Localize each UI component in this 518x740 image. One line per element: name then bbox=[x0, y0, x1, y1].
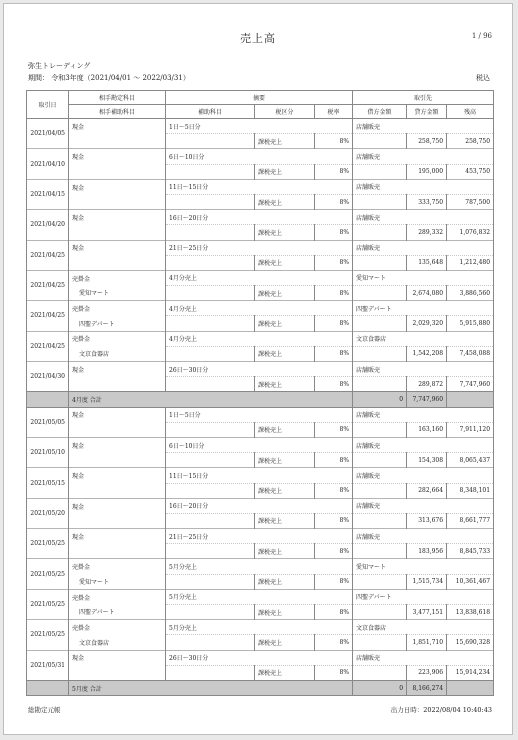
entry-debit bbox=[353, 605, 407, 620]
entry-balance: 258,750 bbox=[447, 134, 494, 149]
entry-partner: 店舗販売 bbox=[353, 362, 494, 377]
entry-sub-account: 四聖デパート bbox=[69, 605, 166, 620]
entry-sub-account bbox=[69, 422, 166, 437]
table-row bbox=[27, 407, 494, 422]
entry-date: 2021/05/31 bbox=[27, 650, 69, 680]
entry-balance: 7,911,120 bbox=[447, 422, 494, 437]
table-row bbox=[27, 240, 494, 255]
entry-account: 現金 bbox=[69, 119, 166, 134]
entry-account: 売掛金 bbox=[69, 270, 166, 285]
entry-balance: 8,348,101 bbox=[447, 483, 494, 498]
entry-tax-class: 課税売上 bbox=[255, 422, 315, 437]
entry-tax-rate: 8% bbox=[315, 316, 353, 331]
entry-credit: 282,664 bbox=[407, 483, 447, 498]
table-row-detail bbox=[27, 635, 494, 650]
entry-summary: 16日～20日分 bbox=[166, 210, 353, 225]
tax-mode-label: 税込 bbox=[476, 74, 490, 82]
entry-partner: 店舗販売 bbox=[353, 149, 494, 164]
entry-partner: 店舗販売 bbox=[353, 437, 494, 452]
entry-partner: 店舗販売 bbox=[353, 240, 494, 255]
entry-tax-rate: 8% bbox=[315, 574, 353, 589]
entry-tax-class: 課税売上 bbox=[255, 255, 315, 270]
entry-aux-account bbox=[166, 483, 255, 498]
entry-aux-account bbox=[166, 635, 255, 650]
entry-summary: 1日～5日分 bbox=[166, 119, 353, 134]
entry-debit bbox=[353, 635, 407, 650]
entry-aux-account bbox=[166, 513, 255, 528]
entry-summary: 11日～15日分 bbox=[166, 468, 353, 483]
table-row-detail bbox=[27, 605, 494, 620]
entry-summary: 6日～10日分 bbox=[166, 149, 353, 164]
entry-aux-account bbox=[166, 286, 255, 301]
table-row-detail bbox=[27, 483, 494, 498]
entry-debit bbox=[353, 164, 407, 179]
entry-tax-class: 課税売上 bbox=[255, 346, 315, 361]
table-row bbox=[27, 301, 494, 316]
entry-tax-rate: 8% bbox=[315, 134, 353, 149]
table-row-detail bbox=[27, 574, 494, 589]
header-debit: 借方金額 bbox=[353, 105, 407, 119]
entry-sub-account bbox=[69, 513, 166, 528]
entry-account: 現金 bbox=[69, 529, 166, 544]
entry-tax-class: 課税売上 bbox=[255, 225, 315, 240]
page-number: 1 / 96 bbox=[471, 32, 492, 40]
entry-aux-account bbox=[166, 316, 255, 331]
entry-debit bbox=[353, 665, 407, 680]
entry-credit: 195,000 bbox=[407, 164, 447, 179]
entry-credit: 333,750 bbox=[407, 194, 447, 209]
entry-tax-class: 課税売上 bbox=[255, 377, 315, 392]
entry-summary: 4月分売上 bbox=[166, 301, 353, 316]
entry-tax-class: 課税売上 bbox=[255, 665, 315, 680]
entry-summary: 26日～30日分 bbox=[166, 650, 353, 665]
entry-balance: 1,212,480 bbox=[447, 255, 494, 270]
entry-debit bbox=[353, 134, 407, 149]
entry-account: 売掛金 bbox=[69, 620, 166, 635]
header-date: 取引日 bbox=[27, 91, 69, 119]
header-tax-rate: 税率 bbox=[315, 105, 353, 119]
subtotal-credit: 7,747,960 bbox=[407, 392, 447, 407]
subtotal-credit: 8,166,274 bbox=[407, 680, 447, 695]
entry-date: 2021/05/10 bbox=[27, 437, 69, 467]
entry-partner: 四聖デパート bbox=[353, 301, 494, 316]
entry-sub-account bbox=[69, 164, 166, 179]
entry-debit bbox=[353, 255, 407, 270]
entry-account: 現金 bbox=[69, 437, 166, 452]
entry-tax-rate: 8% bbox=[315, 377, 353, 392]
table-row bbox=[27, 210, 494, 225]
header-balance: 残高 bbox=[447, 105, 494, 119]
subtotal-row bbox=[27, 680, 494, 695]
entry-balance: 5,915,880 bbox=[447, 316, 494, 331]
entry-sub-account bbox=[69, 483, 166, 498]
entry-partner: 店舗販売 bbox=[353, 119, 494, 134]
entry-aux-account bbox=[166, 194, 255, 209]
entry-tax-rate: 8% bbox=[315, 635, 353, 650]
entry-balance: 8,661,777 bbox=[447, 513, 494, 528]
entry-aux-account bbox=[166, 134, 255, 149]
entry-partner: 愛知マート bbox=[353, 270, 494, 285]
header-summary: 摘要 bbox=[166, 91, 353, 105]
entry-balance: 15,690,328 bbox=[447, 635, 494, 650]
entry-account: 現金 bbox=[69, 407, 166, 422]
entry-tax-class: 課税売上 bbox=[255, 286, 315, 301]
entry-tax-class: 課税売上 bbox=[255, 544, 315, 559]
entry-account: 現金 bbox=[69, 650, 166, 665]
entry-tax-rate: 8% bbox=[315, 483, 353, 498]
entry-sub-account: 愛知マート bbox=[69, 286, 166, 301]
entry-tax-class: 課税売上 bbox=[255, 194, 315, 209]
entry-summary: 5月分売上 bbox=[166, 620, 353, 635]
entry-tax-class: 課税売上 bbox=[255, 635, 315, 650]
entry-balance: 15,914,234 bbox=[447, 665, 494, 680]
entry-sub-account: 四聖デパート bbox=[69, 316, 166, 331]
table-row-detail bbox=[27, 194, 494, 209]
table-row bbox=[27, 331, 494, 346]
entry-summary: 4月分売上 bbox=[166, 270, 353, 285]
table-row-detail bbox=[27, 255, 494, 270]
table-row-detail bbox=[27, 164, 494, 179]
subtotal-debit: 0 bbox=[353, 680, 407, 695]
entry-account: 売掛金 bbox=[69, 559, 166, 574]
entry-account: 現金 bbox=[69, 468, 166, 483]
entry-credit: 223,906 bbox=[407, 665, 447, 680]
table-row bbox=[27, 119, 494, 134]
entry-debit bbox=[353, 453, 407, 468]
entry-tax-rate: 8% bbox=[315, 286, 353, 301]
entry-debit bbox=[353, 194, 407, 209]
entry-account: 売掛金 bbox=[69, 301, 166, 316]
entry-sub-account bbox=[69, 665, 166, 680]
entry-tax-class: 課税売上 bbox=[255, 483, 315, 498]
entry-sub-account bbox=[69, 134, 166, 149]
entry-balance: 787,500 bbox=[447, 194, 494, 209]
entry-aux-account bbox=[166, 164, 255, 179]
entry-debit bbox=[353, 346, 407, 361]
table-row bbox=[27, 468, 494, 483]
entry-credit: 1,851,710 bbox=[407, 635, 447, 650]
entry-balance: 7,747,960 bbox=[447, 377, 494, 392]
entry-tax-rate: 8% bbox=[315, 346, 353, 361]
entry-tax-rate: 8% bbox=[315, 453, 353, 468]
entry-tax-class: 課税売上 bbox=[255, 453, 315, 468]
entry-aux-account bbox=[166, 665, 255, 680]
table-row-detail bbox=[27, 134, 494, 149]
entry-summary: 4月分売上 bbox=[166, 331, 353, 346]
table-row bbox=[27, 650, 494, 665]
table-row-detail bbox=[27, 422, 494, 437]
subtotal-label: 5月度 合計 bbox=[69, 680, 353, 695]
entry-tax-rate: 8% bbox=[315, 164, 353, 179]
entry-summary: 21日～25日分 bbox=[166, 529, 353, 544]
table-row-detail bbox=[27, 225, 494, 240]
entry-balance: 8,845,733 bbox=[447, 544, 494, 559]
entry-partner: 店舗販売 bbox=[353, 498, 494, 513]
entry-aux-account bbox=[166, 574, 255, 589]
entry-partner: 愛知マート bbox=[353, 559, 494, 574]
entry-tax-rate: 8% bbox=[315, 605, 353, 620]
entry-date: 2021/05/25 bbox=[27, 559, 69, 589]
entry-sub-account bbox=[69, 255, 166, 270]
fiscal-period: 期間： 令和3年度（2021/04/01 ～ 2022/03/31） bbox=[28, 74, 190, 82]
entry-credit: 2,029,320 bbox=[407, 316, 447, 331]
entry-aux-account bbox=[166, 346, 255, 361]
entry-balance: 1,076,832 bbox=[447, 225, 494, 240]
table-row-detail bbox=[27, 286, 494, 301]
entry-summary: 26日～30日分 bbox=[166, 362, 353, 377]
entry-credit: 313,676 bbox=[407, 513, 447, 528]
entry-tax-class: 課税売上 bbox=[255, 164, 315, 179]
table-row bbox=[27, 559, 494, 574]
entry-account: 現金 bbox=[69, 240, 166, 255]
entry-date: 2021/04/05 bbox=[27, 119, 69, 149]
entry-date: 2021/05/25 bbox=[27, 620, 69, 650]
entry-aux-account bbox=[166, 605, 255, 620]
entry-credit: 154,308 bbox=[407, 453, 447, 468]
table-row-detail bbox=[27, 377, 494, 392]
entry-balance: 453,750 bbox=[447, 164, 494, 179]
table-row bbox=[27, 149, 494, 164]
entry-partner: 店舗販売 bbox=[353, 650, 494, 665]
table-row bbox=[27, 179, 494, 194]
entry-partner: 店舗販売 bbox=[353, 468, 494, 483]
entry-debit bbox=[353, 513, 407, 528]
subtotal-date-cell bbox=[27, 680, 69, 695]
entry-aux-account bbox=[166, 422, 255, 437]
entry-sub-account bbox=[69, 194, 166, 209]
entry-date: 2021/04/25 bbox=[27, 301, 69, 331]
entry-date: 2021/04/25 bbox=[27, 331, 69, 361]
table-row-detail bbox=[27, 665, 494, 680]
entry-sub-account: 文京食器店 bbox=[69, 635, 166, 650]
entry-sub-account bbox=[69, 453, 166, 468]
entry-debit bbox=[353, 316, 407, 331]
entry-sub-account bbox=[69, 377, 166, 392]
entry-date: 2021/05/05 bbox=[27, 407, 69, 437]
entry-credit: 3,477,151 bbox=[407, 605, 447, 620]
entry-tax-rate: 8% bbox=[315, 225, 353, 240]
entry-credit: 1,542,208 bbox=[407, 346, 447, 361]
entry-partner: 四聖デパート bbox=[353, 589, 494, 604]
entry-partner: 文京食器店 bbox=[353, 620, 494, 635]
entry-tax-rate: 8% bbox=[315, 422, 353, 437]
entry-aux-account bbox=[166, 377, 255, 392]
entry-balance: 8,065,437 bbox=[447, 453, 494, 468]
entry-balance: 10,361,467 bbox=[447, 574, 494, 589]
entry-date: 2021/04/15 bbox=[27, 179, 69, 209]
entry-summary: 5月分売上 bbox=[166, 589, 353, 604]
entry-tax-class: 課税売上 bbox=[255, 605, 315, 620]
header-partner: 取引先 bbox=[353, 91, 494, 105]
entry-credit: 135,648 bbox=[407, 255, 447, 270]
ledger-body bbox=[27, 119, 494, 696]
entry-account: 現金 bbox=[69, 149, 166, 164]
entry-debit bbox=[353, 377, 407, 392]
entry-summary: 16日～20日分 bbox=[166, 498, 353, 513]
subtotal-debit: 0 bbox=[353, 392, 407, 407]
ledger-page bbox=[3, 3, 513, 735]
entry-partner: 店舗販売 bbox=[353, 529, 494, 544]
footer-ledger-name: 総勘定元帳 bbox=[28, 706, 61, 714]
table-row bbox=[27, 270, 494, 285]
entry-credit: 258,750 bbox=[407, 134, 447, 149]
entry-summary: 6日～10日分 bbox=[166, 437, 353, 452]
table-row-detail bbox=[27, 513, 494, 528]
subtotal-label: 4月度 合計 bbox=[69, 392, 353, 407]
entry-tax-rate: 8% bbox=[315, 665, 353, 680]
entry-debit bbox=[353, 286, 407, 301]
entry-account: 現金 bbox=[69, 362, 166, 377]
table-row-detail bbox=[27, 544, 494, 559]
entry-sub-account: 愛知マート bbox=[69, 574, 166, 589]
company-name: 弥生トレーディング bbox=[28, 62, 91, 70]
table-row bbox=[27, 529, 494, 544]
entry-tax-class: 課税売上 bbox=[255, 134, 315, 149]
ledger-table bbox=[26, 90, 494, 696]
entry-aux-account bbox=[166, 255, 255, 270]
entry-tax-class: 課税売上 bbox=[255, 574, 315, 589]
entry-credit: 289,332 bbox=[407, 225, 447, 240]
header-account: 相手勘定科目 bbox=[69, 91, 166, 105]
entry-sub-account bbox=[69, 225, 166, 240]
entry-date: 2021/05/25 bbox=[27, 529, 69, 559]
entry-date: 2021/04/25 bbox=[27, 270, 69, 300]
entry-summary: 21日～25日分 bbox=[166, 240, 353, 255]
entry-date: 2021/04/10 bbox=[27, 149, 69, 179]
entry-summary: 5月分売上 bbox=[166, 559, 353, 574]
entry-date: 2021/04/25 bbox=[27, 240, 69, 270]
table-row bbox=[27, 620, 494, 635]
entry-credit: 289,872 bbox=[407, 377, 447, 392]
entry-tax-rate: 8% bbox=[315, 544, 353, 559]
subtotal-row bbox=[27, 392, 494, 407]
entry-sub-account bbox=[69, 544, 166, 559]
entry-debit bbox=[353, 544, 407, 559]
table-row bbox=[27, 498, 494, 513]
table-row-detail bbox=[27, 453, 494, 468]
entry-debit bbox=[353, 225, 407, 240]
entry-account: 現金 bbox=[69, 179, 166, 194]
entry-partner: 店舗販売 bbox=[353, 179, 494, 194]
entry-date: 2021/05/15 bbox=[27, 468, 69, 498]
entry-debit bbox=[353, 483, 407, 498]
entry-tax-rate: 8% bbox=[315, 194, 353, 209]
entry-partner: 文京食器店 bbox=[353, 331, 494, 346]
table-row bbox=[27, 437, 494, 452]
ledger-header bbox=[27, 91, 494, 119]
entry-summary: 11日～15日分 bbox=[166, 179, 353, 194]
entry-aux-account bbox=[166, 544, 255, 559]
subtotal-balance bbox=[447, 680, 494, 695]
entry-tax-rate: 8% bbox=[315, 255, 353, 270]
entry-credit: 163,160 bbox=[407, 422, 447, 437]
entry-summary: 1日～5日分 bbox=[166, 407, 353, 422]
entry-date: 2021/05/20 bbox=[27, 498, 69, 528]
entry-credit: 183,956 bbox=[407, 544, 447, 559]
page-title: 売上高 bbox=[240, 32, 276, 45]
header-aux-account: 補助科目 bbox=[166, 105, 255, 119]
header-sub-account: 相手補助科目 bbox=[69, 105, 166, 119]
entry-account: 売掛金 bbox=[69, 331, 166, 346]
table-row bbox=[27, 589, 494, 604]
entry-date: 2021/05/25 bbox=[27, 589, 69, 619]
entry-credit: 1,515,734 bbox=[407, 574, 447, 589]
table-row-detail bbox=[27, 316, 494, 331]
table-row bbox=[27, 362, 494, 377]
subtotal-date-cell bbox=[27, 392, 69, 407]
entry-balance: 7,458,088 bbox=[447, 346, 494, 361]
entry-partner: 店舗販売 bbox=[353, 210, 494, 225]
entry-partner: 店舗販売 bbox=[353, 407, 494, 422]
entry-account: 現金 bbox=[69, 498, 166, 513]
entry-tax-rate: 8% bbox=[315, 513, 353, 528]
header-credit: 貸方金額 bbox=[407, 105, 447, 119]
footer-output-time: 出力日時：2022/08/04 10:40:43 bbox=[390, 706, 492, 714]
entry-balance: 13,838,618 bbox=[447, 605, 494, 620]
entry-account: 売掛金 bbox=[69, 589, 166, 604]
entry-aux-account bbox=[166, 453, 255, 468]
entry-account: 現金 bbox=[69, 210, 166, 225]
entry-date: 2021/04/30 bbox=[27, 362, 69, 392]
entry-tax-class: 課税売上 bbox=[255, 316, 315, 331]
entry-sub-account: 文京食器店 bbox=[69, 346, 166, 361]
entry-aux-account bbox=[166, 225, 255, 240]
entry-tax-class: 課税売上 bbox=[255, 513, 315, 528]
entry-debit bbox=[353, 574, 407, 589]
entry-debit bbox=[353, 422, 407, 437]
entry-credit: 2,674,080 bbox=[407, 286, 447, 301]
entry-balance: 3,886,560 bbox=[447, 286, 494, 301]
entry-date: 2021/04/20 bbox=[27, 210, 69, 240]
table-row-detail bbox=[27, 346, 494, 361]
header-tax-class: 税区分 bbox=[255, 105, 315, 119]
subtotal-balance bbox=[447, 392, 494, 407]
